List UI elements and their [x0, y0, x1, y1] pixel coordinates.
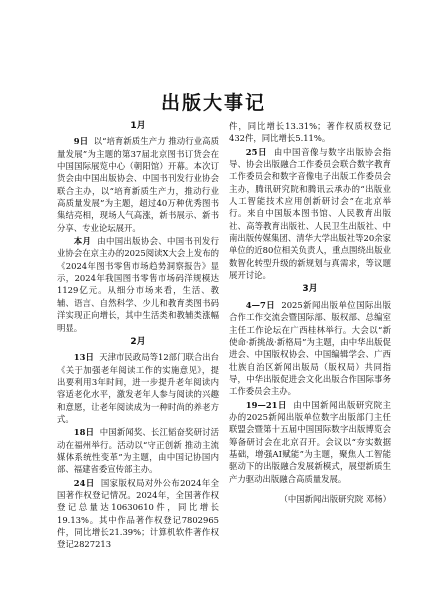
event-text: 以“培育新质生产力 推动行业高质量发展”为主题的第37届北京图书订货会在中国国际展览中心（朝阳馆）开幕。本次订货会由中国出版协会、中国书刊发行业协会联合主办，以“培育新质生产力，推动行业高质量发展”为主题，超过40万种优秀图书集结亮相，现场人气高涨，新书展示、新书分享、专业论坛展开。: [57, 136, 219, 233]
event-date: 4—7日: [245, 299, 276, 310]
event-entry: [57, 235, 219, 334]
right-column: [229, 120, 391, 506]
event-text: 由中国出版协会、中国书刊发行业协会在京主办的2025阅读X大会上发布的《2024年图书零售市场趋势洞察报告》显示，2024年我国图书零售市场码洋规模达1129亿元。从细分市场来看，生活、教辅、语言、自然科学、少儿和教育类图书码洋实现正向增长，其中生活类和教辅类涨幅明显。: [57, 236, 220, 333]
page-title: 出版大事记: [160, 92, 266, 114]
event-date: 24日: [73, 477, 95, 488]
author-signature: （中国新闻出版研究院 邓杨）: [279, 493, 391, 504]
event-entry: [229, 299, 391, 398]
event-text: 由中国新闻出版研究院主办的2025新闻出版单位数字出版部门主任联盟会暨第十五届中国国际数字出版博览会筹备研讨会在北京召开。会议以“夯实数据基础，增强AI赋能”为主题，聚焦人工智能驱动下的出版融合发展新模式，展望新质生产力驱动出版融合高质量发展。: [229, 399, 392, 484]
event-entry: [57, 351, 219, 425]
event-text: 2025新闻出版单位国际出版合作工作交流会暨国际部、版权部、总编室主任工作论坛在广西桂林举行。大会以“新使命·新挑战·新格局”为主题，由中华出版促进会、中国版权协会、中国编辑学会、广西壮族自治区新闻出版局（版权局）共同指导，中华出版促进会文化出版合作国际事务工作委员会主办。: [229, 299, 392, 397]
left-column: [57, 120, 219, 552]
event-entry: [57, 426, 219, 475]
continued-text: 件，同比增长13.31%；著作权质权登记432件，同比增长5.11%。: [229, 121, 391, 144]
event-date: 18日: [73, 427, 95, 438]
event-date: 9日: [73, 136, 89, 147]
event-entry: [57, 135, 219, 234]
event-text: 天津市民政局等12部门联合出台《关于加强老年阅读工作的实施意见》，提出要利用3年时间，进一步提升老年阅读内容适老化水平，激发老年人参与阅读的兴趣和意愿，让老年阅读成为一种时尚的养老方式。: [57, 352, 220, 424]
event-date: 19—21日: [245, 399, 287, 410]
month-heading: 3月: [302, 284, 318, 295]
event-text: 中国新闻奖、长江韬奋奖研讨活动在福州举行。活动以“守正创新 推动主流媒体系统性变革”为主题，由中国记协国内部、福建省委宣传部主办。: [57, 427, 220, 475]
event-text: 国家版权局对外公布2024年全国著作权登记情况。2024年，全国著作权登记总量达10630610件，同比增长19.13%。其中作品著作权登记7802965件，同比增长21.39%；计算机软件著作权登记2827213: [57, 477, 219, 550]
event-text: 由中国音像与数字出版协会指导、协会出版融合工作委员会联合数字教育工作委员会和数字音像电子出版工作委员会主办，腾讯研究院和腾讯云承办的“出版业人工智能技术应用创新研讨会”在北京举行。来自中国版本图书馆、人民教育出版社、高等教育出版社、人民卫生出版社、中南出版传媒集团、清华大学出版社等20余家单位的近80位相关负责人，重点围绕出版业数智化转型升级的新规划与真需求，等议题展开讨论。: [229, 146, 392, 281]
event-date: 25日: [245, 146, 268, 157]
month-heading: 2月: [130, 336, 146, 347]
event-entry: [57, 477, 219, 551]
event-date: 本月: [73, 236, 92, 247]
event-entry: [229, 146, 391, 282]
event-entry: [229, 399, 391, 485]
event-date: 13日: [73, 352, 94, 363]
month-heading: 1月: [130, 121, 146, 131]
